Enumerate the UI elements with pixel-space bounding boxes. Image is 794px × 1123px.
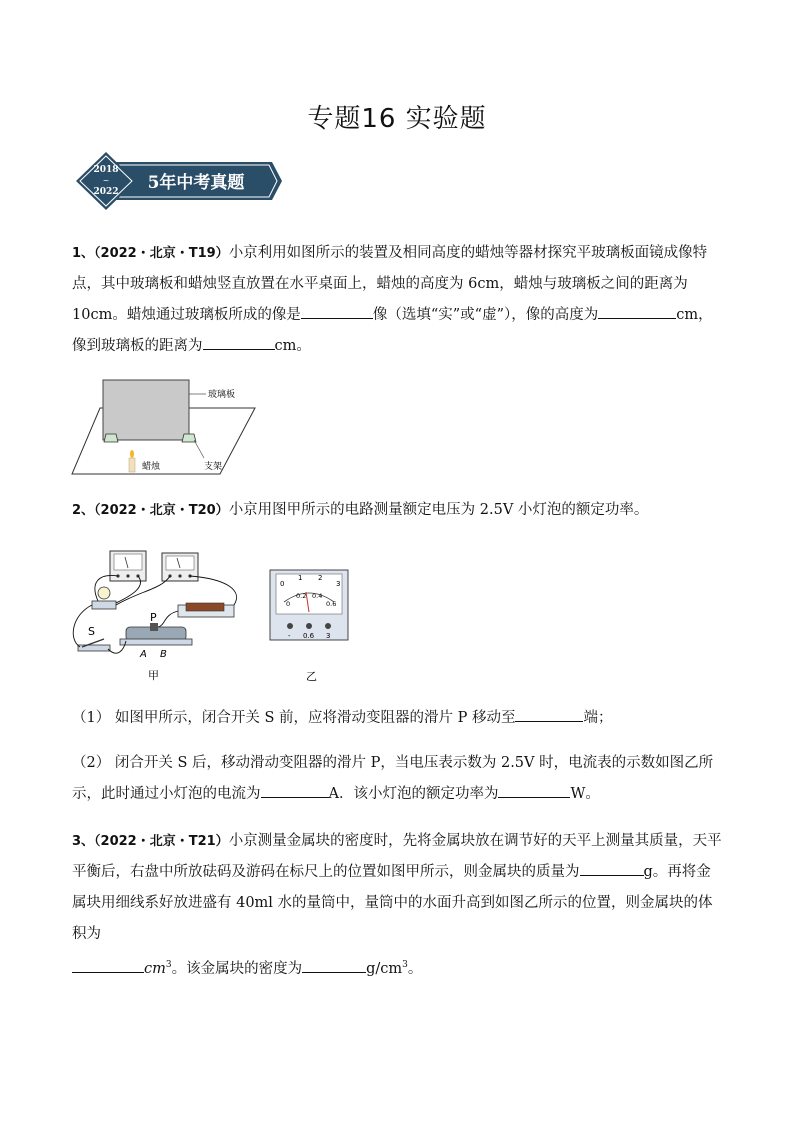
question-2-part-2 xyxy=(72,748,722,810)
answer-blank[interactable] xyxy=(515,707,583,722)
label-glass-plate: 玻璃板 xyxy=(208,390,236,400)
banner-year-start: 2018 xyxy=(93,165,119,175)
scale-bottom-2: 0.4 xyxy=(312,592,323,600)
unit-exponent: 3 xyxy=(402,960,408,970)
question-number: 1、 xyxy=(72,246,95,261)
question-number: 2、 xyxy=(72,503,95,518)
answer-blank[interactable] xyxy=(498,783,570,798)
label-jia: 甲 xyxy=(148,669,159,682)
question-text: cm。 xyxy=(274,338,311,354)
scale-top-2: 2 xyxy=(318,574,323,582)
mirror-experiment-figure xyxy=(70,372,260,482)
part-text: 如图甲所示，闭合开关 S 前，应将滑动变阻器的滑片 P 移动至 xyxy=(114,710,516,726)
label-candle: 蜡烛 xyxy=(142,462,161,472)
question-text: cm，像到玻璃板的距离为 xyxy=(72,307,713,354)
scale-top-0: 0 xyxy=(280,580,285,588)
question-text: 小京用图甲所示的电路测量额定电压为 2.5V 小灯泡的额定功率。 xyxy=(228,502,649,518)
terminal-3: 3 xyxy=(326,632,331,640)
answer-blank[interactable] xyxy=(203,335,275,350)
part-text: 端； xyxy=(583,710,613,726)
scale-top-1: 1 xyxy=(298,574,303,582)
banner-label: 5年中考真题 xyxy=(147,173,245,193)
answer-blank[interactable] xyxy=(598,304,676,319)
question-text: 。 xyxy=(407,960,423,977)
ammeter-figure-yi xyxy=(268,568,358,684)
question-3 xyxy=(72,826,722,985)
question-text: 像（选填“实”或“虚”），像的高度为 xyxy=(372,307,599,323)
label-end-a: A xyxy=(140,649,147,660)
unit-volume: cm xyxy=(144,960,166,977)
scale-bottom-0: 0 xyxy=(286,600,291,608)
label-switch: S xyxy=(88,625,95,638)
question-text: g。再将金属块用细线系好放进盛有 40ml 水的量筒中，量筒中的水面升高到如图乙所示的位置，则金属块的体积为 xyxy=(72,864,713,942)
terminal-minus: - xyxy=(288,632,291,640)
question-source: （2022・北京・T19） xyxy=(94,246,229,261)
label-end-b: B xyxy=(160,649,167,660)
answer-blank[interactable] xyxy=(580,861,644,876)
question-2-part-1 xyxy=(72,703,722,734)
part-text: 闭合开关 S 后，移动滑动变阻器的滑片 P，当电压表示数为 2.5V 时，电流表的示数如图乙所示，此时通过小灯泡的电流为 xyxy=(72,755,714,802)
circuit-figure-jia xyxy=(68,543,248,683)
banner-year-end: 2022 xyxy=(93,187,119,197)
question-text: 。该金属块的密度为 xyxy=(171,960,303,977)
answer-blank[interactable] xyxy=(302,958,366,973)
answer-blank[interactable] xyxy=(301,304,373,319)
question-text: 小京利用如图所示的装置及相同高度的蜡烛等器材探究平玻璃板面镜成像特点，其中玻璃板和蜡烛竖直放置在水平桌面上，蜡烛的高度为 6cm，蜡烛与玻璃板之间的距离为 10cm。蜡烛通过玻璃板所成的像是 xyxy=(72,245,708,323)
question-number: 3、 xyxy=(72,834,95,849)
label-slider: P xyxy=(150,611,157,624)
part-number: （2） xyxy=(72,755,111,771)
unit-density: g/cm xyxy=(366,960,403,977)
part-text: W。 xyxy=(570,786,600,802)
scale-bottom-1: 0.2 xyxy=(296,592,307,600)
terminal-06: 0.6 xyxy=(303,632,315,640)
part-text: A．该小灯泡的额定功率为 xyxy=(328,786,499,802)
page-title: 专题16 实验题 xyxy=(307,104,487,134)
question-text: 小京测量金属块的密度时，先将金属块放在调节好的天平上测量其质量，天平平衡后，右盘中所放砝码及游码在标尺上的位置如图甲所示，则金属块的质量为 xyxy=(72,833,722,880)
question-2 xyxy=(72,495,722,526)
answer-blank[interactable] xyxy=(261,783,329,798)
question-1 xyxy=(72,238,722,362)
scale-top-3: 3 xyxy=(336,580,341,588)
scale-bottom-3: 0.6 xyxy=(326,600,337,608)
label-stand: 支架 xyxy=(204,462,223,472)
answer-blank[interactable] xyxy=(72,958,144,973)
exam-banner xyxy=(72,150,282,212)
unit-exponent: 3 xyxy=(165,960,172,970)
question-source: （2022・北京・T21） xyxy=(94,834,229,849)
banner-year-sep: ~ xyxy=(102,176,110,185)
question-source: （2022・北京・T20） xyxy=(94,503,229,518)
label-yi: 乙 xyxy=(306,670,317,683)
part-number: （1） xyxy=(72,710,111,726)
